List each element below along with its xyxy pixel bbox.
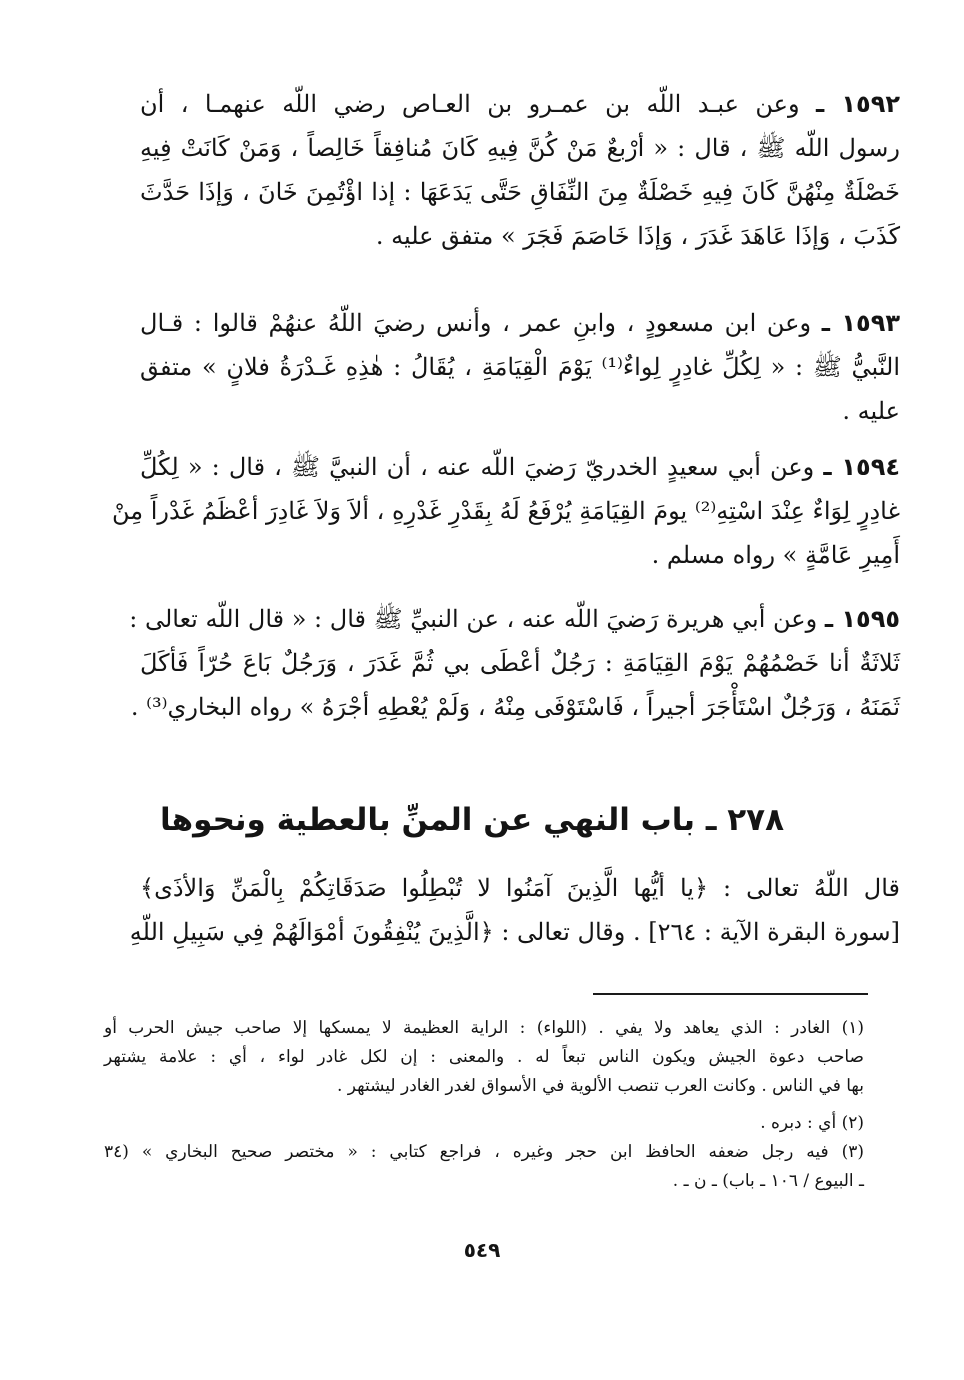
footnote-line: (٣) فيه رجل ضعفه الحافظ ابن حجر وغيره ، فراجع كتابي : « مختصر صحيح البخاري » (٣٤ bbox=[104, 1142, 864, 1162]
hadith-text: وعن عبـد اللّه بن عمـرو بن العـاص رضي اللّه عنهمـا ، أن bbox=[140, 90, 800, 118]
hadith-line bbox=[140, 445, 900, 489]
hadith-1593 bbox=[140, 301, 900, 433]
hadith-text: وعن ابن مسعودٍ ، وابنِ عمر ، وأنس رضيَ اللّهُ عنهُمْ قالوا : قـال bbox=[140, 309, 812, 337]
hadith-line: رسول اللّه ﷺ ، قال : « أرْبعٌ مَنْ كُنَّ فِيهِ كَانَ مُنافِقاً خَالِصاً ، وَمَنْ كَانَتْ فِيهِ bbox=[140, 134, 900, 162]
hadith-line bbox=[129, 597, 900, 641]
chapter-title: ٢٧٨ ـ باب النهي عن المنِّ بالعطية ونحوها bbox=[160, 802, 784, 838]
hadith-line bbox=[140, 301, 900, 345]
intro-line: قال اللّهُ تعالى : ﴿يا أيُّها الَّذِينَ آمَنُوا لا تُبْطِلُوا صَدَقَاتِكُمْ بِالْمَنِّ وَالأذَى﴾ bbox=[140, 874, 900, 902]
hadith-line: غادِرٍ لِوَاءٌ عِنْدَ اسْتِهِ⁽²⁾ يومَ القِيَامَةِ يُرْفَعُ لَهُ بِقَدْرِ غَدْرِهِ ، ألاَ وَلاَ غَادِرَ أعْظَمُ غَدْراً مِنْ bbox=[111, 497, 900, 525]
hadith-text: وعن أبي هريرة رَضيَ اللّه عنه ، عن النبيِّ ﷺ قال : « قال اللّه تعالى : bbox=[129, 605, 818, 633]
hadith-number: ١٥٩٣ ـ bbox=[821, 309, 900, 337]
hadith-number: ١٥٩٥ ـ bbox=[824, 605, 900, 633]
footnote-gap bbox=[104, 1101, 864, 1109]
hadith-number: ١٥٩٢ ـ bbox=[816, 90, 900, 118]
hadith-line bbox=[140, 82, 900, 126]
hadith-number: ١٥٩٤ ـ bbox=[823, 453, 900, 481]
footnote-separator bbox=[593, 993, 868, 995]
hadith-line: أَمِيرِ عَامَّةٍ » رواه مسلم . bbox=[651, 541, 900, 569]
footnote-line: بها في الناس . وكانت العرب تنصب الألوية في الأسواق لغدر الغادر ليشتهر . bbox=[336, 1076, 864, 1096]
hadith-1595 bbox=[129, 597, 900, 729]
hadith-1592 bbox=[140, 82, 900, 258]
footnotes bbox=[104, 1014, 864, 1196]
hadith-1594 bbox=[111, 445, 900, 577]
hadith-line: ثَمَنَهُ ، وَرَجُلٌ اسْتَأْجَرَ أجيراً ، فَاسْتَوْفَى مِنْهُ ، وَلَمْ يُعْطِهِ أجْرَهُ » رواه البخاري⁽³⁾ . bbox=[130, 693, 900, 721]
chapter-intro bbox=[129, 866, 900, 954]
intro-line: [سورة البقرة الآية : ٢٦٤] . وقال تعالى : ﴿الَّذِينَ يُنْفِقُونَ أمْوَالَهُمْ فِي سَبِيلِ اللّهِ bbox=[129, 918, 900, 946]
page-number: ٥٤٩ bbox=[463, 1238, 501, 1262]
footnote-line: (١) الغادر : الذي يعاهد ولا يفي . (اللواء) : الراية العظيمة لا يمسكها إلا صاحب جيش الحرب أو bbox=[104, 1018, 864, 1038]
hadith-line: عليه . bbox=[842, 397, 900, 425]
footnote-line: (٢) أي : دبره . bbox=[760, 1113, 864, 1133]
hadith-line: خَصْلَةٌ مِنْهُنَّ كَانَ فِيهِ خَصْلَةٌ مِنَ النِّفَاقِ حَتَّى يَدَعَهَا : إذا اؤْتُمِنَ خَانَ ، وَإذَا حَدَّثَ bbox=[140, 178, 900, 206]
hadith-line: ثَلاثَةٌ أنا خَصْمُهُمْ يَوْمَ القِيَامَةِ : رَجُلٌ أعْطَى بي ثُمَّ غَدَرَ ، وَرَجُلٌ بَاعَ حُرّاً فَأكَلَ bbox=[140, 649, 900, 677]
footnote-line: ـ البيوع / ١٠٦ ـ باب) ـ ن ـ . bbox=[672, 1171, 864, 1191]
hadith-text: وعن أبي سعيدٍ الخدريّ رَضيَ اللّه عنه ، أن النبيَّ ﷺ ، قال : « لِكُلِّ bbox=[140, 453, 815, 481]
hadith-line: النَّبيُّ ﷺ : « لِكُلِّ غادِرٍ لِواءٌ⁽¹⁾ يَوْمَ الْقِيَامَةِ ، يُقَالُ : هٰذِهِ غَـدْرَةُ فلانٍ » متفق bbox=[140, 353, 900, 381]
footnote-line: صاحب دعوة الجيش ويكون الناس تبعاً له . والمعنى : إن لكل غادر لواء ، أي : علامة يشتهر bbox=[104, 1047, 864, 1067]
hadith-line: كَذَبَ ، وَإذَا عَاهَدَ غَدَرَ ، وَإذَا خَاصَمَ فَجَرَ » متفق عليه . bbox=[375, 222, 900, 250]
